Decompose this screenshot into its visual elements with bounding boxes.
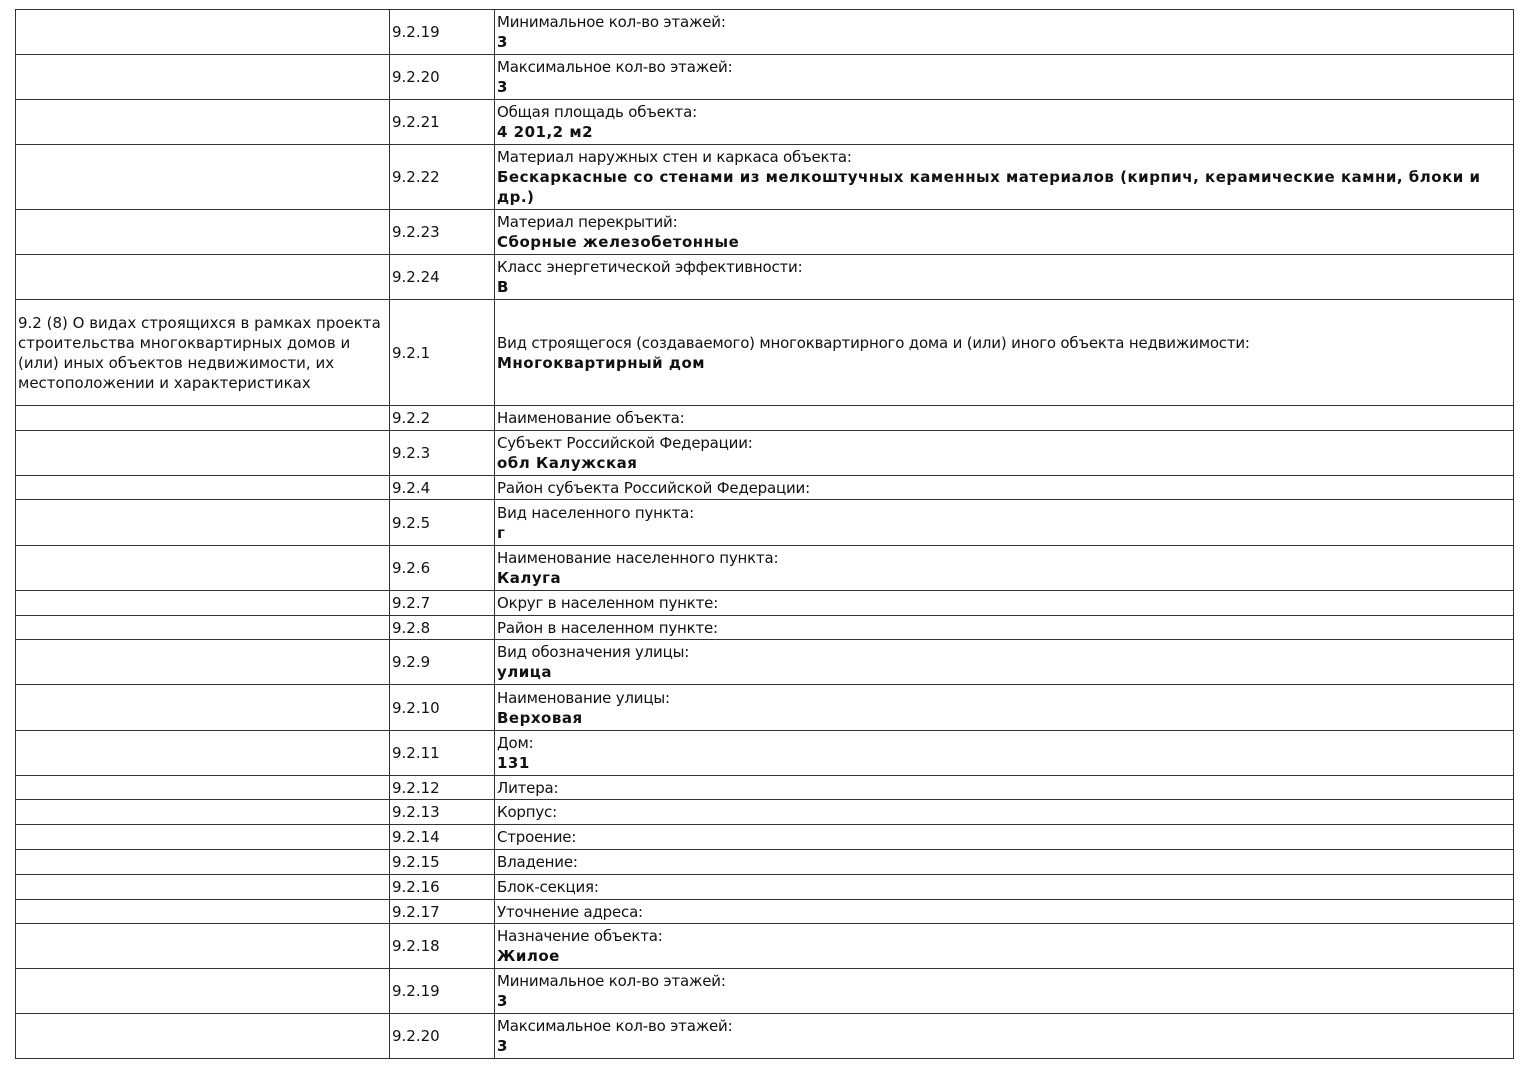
item-content-cell <box>495 406 1514 431</box>
table-row <box>16 591 1514 616</box>
item-content-cell <box>495 546 1514 591</box>
table-row <box>16 969 1514 1014</box>
item-number-cell: 9.2.6 <box>390 546 495 591</box>
section-cell <box>16 500 390 546</box>
item-number-cell: 9.2.19 <box>390 969 495 1014</box>
field-label: Материал перекрытий: <box>497 213 678 231</box>
field-label: Максимальное кол-во этажей: <box>497 1017 733 1035</box>
table-row <box>16 776 1514 800</box>
section-cell <box>16 55 390 100</box>
table-row <box>16 145 1514 210</box>
field-label: Наименование населенного пункта: <box>497 549 779 567</box>
item-number-cell: 9.2.3 <box>390 431 495 476</box>
field-label: Наименование объекта: <box>497 409 685 427</box>
item-content-cell <box>495 55 1514 100</box>
field-label: Дом: <box>497 734 534 752</box>
item-content-cell <box>495 800 1514 825</box>
field-value: Бескаркасные со стенами из мелкоштучных каменных материалов (кирпич, керамические камни, блоки и др.) <box>497 168 1481 206</box>
field-label: Вид населенного пункта: <box>497 503 695 522</box>
item-number-cell: 9.2.11 <box>390 731 495 776</box>
table-row <box>16 546 1514 591</box>
section-cell <box>16 10 390 55</box>
section-cell <box>16 776 390 800</box>
table-row <box>16 10 1514 55</box>
item-content-cell <box>495 825 1514 850</box>
object-characteristics-table <box>15 9 1514 1059</box>
item-number-cell: 9.2.22 <box>390 145 495 210</box>
section-cell <box>16 685 390 731</box>
field-value: Многоквартирный дом <box>497 353 706 372</box>
item-content-cell <box>495 1014 1514 1059</box>
item-content-cell <box>495 850 1514 875</box>
field-label: Округ в населенном пункте: <box>497 594 719 612</box>
section-cell <box>16 406 390 431</box>
field-label: Субъект Российской Федерации: <box>497 434 753 452</box>
table-row <box>16 210 1514 255</box>
field-label: Блок-секция: <box>497 878 599 896</box>
item-content-cell <box>495 10 1514 55</box>
item-content-cell <box>495 210 1514 255</box>
field-value: В <box>497 278 509 296</box>
field-value: 3 <box>497 1037 508 1055</box>
section-cell <box>16 1014 390 1059</box>
section-cell <box>16 100 390 145</box>
section-cell <box>16 210 390 255</box>
field-label: Вид обозначения улицы: <box>497 643 690 661</box>
table-row <box>16 825 1514 850</box>
field-label: Минимальное кол-во этажей: <box>497 13 726 31</box>
item-content-cell <box>495 731 1514 776</box>
item-content-cell <box>495 875 1514 900</box>
table-row <box>16 850 1514 875</box>
table-row <box>16 924 1514 969</box>
field-label: Строение: <box>497 828 577 846</box>
field-value: г <box>497 523 506 542</box>
item-number-cell: 9.2.20 <box>390 1014 495 1059</box>
item-content-cell <box>495 300 1514 406</box>
item-content-cell <box>495 900 1514 924</box>
item-content-cell <box>495 500 1514 546</box>
item-number-cell: 9.2.4 <box>390 476 495 500</box>
item-number-cell: 9.2.18 <box>390 924 495 969</box>
item-number-cell: 9.2.7 <box>390 591 495 616</box>
field-label: Материал наружных стен и каркаса объекта: <box>497 148 852 166</box>
section-cell <box>16 825 390 850</box>
item-content-cell <box>495 776 1514 800</box>
field-value: улица <box>497 663 553 681</box>
table-row <box>16 300 1514 406</box>
section-cell <box>16 431 390 476</box>
field-label: Корпус: <box>497 803 557 821</box>
item-content-cell <box>495 924 1514 969</box>
item-number-cell: 9.2.9 <box>390 640 495 685</box>
item-content-cell <box>495 100 1514 145</box>
item-content-cell <box>495 431 1514 476</box>
field-label: Класс энергетической эффективности: <box>497 258 803 276</box>
section-cell <box>16 731 390 776</box>
item-content-cell <box>495 685 1514 731</box>
table-row <box>16 406 1514 431</box>
section-title: 9.2 (8) О видах строящихся в рамках проекта строительства многоквартирных домов и (или) иных объектов недвижимости, их местоположении и характеристиках <box>18 313 381 392</box>
table-row <box>16 640 1514 685</box>
table-row <box>16 500 1514 546</box>
table-row <box>16 476 1514 500</box>
section-cell <box>16 546 390 591</box>
item-number-cell: 9.2.21 <box>390 100 495 145</box>
field-value: 3 <box>497 992 508 1010</box>
section-cell <box>16 850 390 875</box>
section-cell <box>16 591 390 616</box>
table-row <box>16 800 1514 825</box>
item-number-cell: 9.2.23 <box>390 210 495 255</box>
table-row <box>16 685 1514 731</box>
item-number-cell: 9.2.24 <box>390 255 495 300</box>
table-row <box>16 731 1514 776</box>
section-cell <box>16 476 390 500</box>
item-content-cell <box>495 476 1514 500</box>
item-number-cell: 9.2.2 <box>390 406 495 431</box>
field-value: 3 <box>497 33 508 51</box>
item-number-cell: 9.2.14 <box>390 825 495 850</box>
item-number-cell: 9.2.12 <box>390 776 495 800</box>
field-value: Сборные железобетонные <box>497 233 740 251</box>
field-value: обл Калужская <box>497 454 638 472</box>
table-row <box>16 900 1514 924</box>
section-cell <box>16 969 390 1014</box>
field-label: Уточнение адреса: <box>497 902 643 921</box>
item-number-cell: 9.2.1 <box>390 300 495 406</box>
table-row <box>16 1014 1514 1059</box>
section-cell <box>16 800 390 825</box>
section-cell <box>16 640 390 685</box>
field-label: Назначение объекта: <box>497 927 663 945</box>
item-content-cell <box>495 969 1514 1014</box>
field-value: Верховая <box>497 708 583 727</box>
item-content-cell <box>495 616 1514 640</box>
table-row <box>16 255 1514 300</box>
field-label: Наименование улицы: <box>497 688 670 707</box>
item-content-cell <box>495 145 1514 210</box>
field-label: Вид строящегося (создаваемого) многоквартирного дома и (или) иного объекта недвижимости: <box>497 333 1250 352</box>
item-content-cell <box>495 255 1514 300</box>
table-body <box>16 10 1514 1059</box>
field-value: 4 201,2 м2 <box>497 123 594 141</box>
field-value: Жилое <box>497 947 560 965</box>
item-number-cell: 9.2.10 <box>390 685 495 731</box>
field-value: 131 <box>497 754 530 772</box>
table-row <box>16 431 1514 476</box>
section-cell <box>16 616 390 640</box>
table-row <box>16 616 1514 640</box>
field-label: Район в населенном пункте: <box>497 618 718 637</box>
field-label: Владение: <box>497 853 578 871</box>
section-cell <box>16 924 390 969</box>
item-number-cell: 9.2.19 <box>390 10 495 55</box>
field-value: Калуга <box>497 569 562 587</box>
section-cell <box>16 300 390 406</box>
section-cell <box>16 145 390 210</box>
section-cell <box>16 875 390 900</box>
item-number-cell: 9.2.20 <box>390 55 495 100</box>
item-content-cell <box>495 640 1514 685</box>
item-number-cell: 9.2.16 <box>390 875 495 900</box>
field-value: 3 <box>497 78 508 96</box>
table-row <box>16 875 1514 900</box>
item-number-cell: 9.2.13 <box>390 800 495 825</box>
field-label: Максимальное кол-во этажей: <box>497 58 733 76</box>
item-number-cell: 9.2.5 <box>390 500 495 546</box>
field-label: Район субъекта Российской Федерации: <box>497 478 810 497</box>
item-content-cell <box>495 591 1514 616</box>
item-number-cell: 9.2.17 <box>390 900 495 924</box>
table-row <box>16 100 1514 145</box>
table-row <box>16 55 1514 100</box>
item-number-cell: 9.2.15 <box>390 850 495 875</box>
section-cell <box>16 900 390 924</box>
field-label: Литера: <box>497 778 559 797</box>
section-cell <box>16 255 390 300</box>
item-number-cell: 9.2.8 <box>390 616 495 640</box>
field-label: Минимальное кол-во этажей: <box>497 972 726 990</box>
field-label: Общая площадь объекта: <box>497 103 697 121</box>
